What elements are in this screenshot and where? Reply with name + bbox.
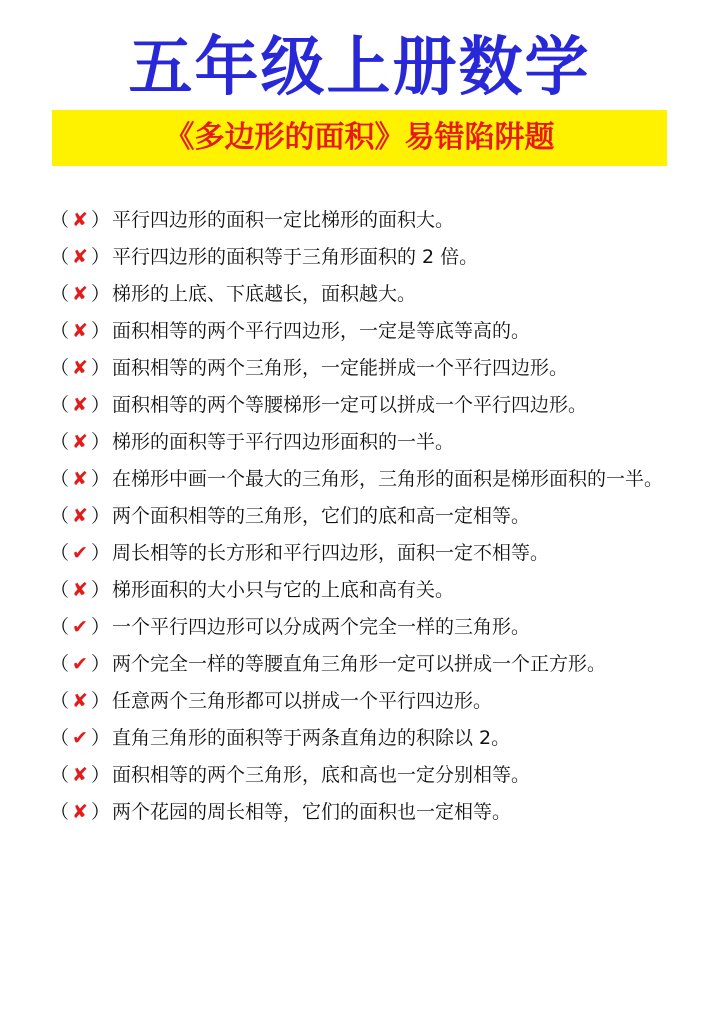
list-item xyxy=(50,757,675,794)
list-item xyxy=(50,646,675,683)
answer-mark xyxy=(50,535,112,572)
answer-mark xyxy=(50,313,112,350)
list-item xyxy=(50,276,675,313)
open-paren: （ xyxy=(50,505,70,527)
list-item xyxy=(50,535,675,572)
cross-icon: ✘ xyxy=(72,320,88,342)
open-paren: （ xyxy=(50,246,70,268)
close-paren: ） xyxy=(91,727,111,749)
answer-mark xyxy=(50,720,112,757)
open-paren: （ xyxy=(50,209,70,231)
answer-mark xyxy=(50,646,112,683)
open-paren: （ xyxy=(50,727,70,749)
statement-text: 一个平行四边形可以分成两个完全一样的三角形。 xyxy=(112,616,531,638)
close-paren: ） xyxy=(91,764,111,786)
list-item xyxy=(50,461,675,498)
cross-icon: ✘ xyxy=(72,283,88,305)
answer-mark xyxy=(50,609,112,646)
answer-mark xyxy=(50,683,112,720)
cross-icon: ✘ xyxy=(72,431,88,453)
list-item xyxy=(50,720,675,757)
cross-icon: ✘ xyxy=(72,468,88,490)
statement-text: 面积相等的两个三角形，底和高也一定分别相等。 xyxy=(112,764,531,786)
cross-icon: ✘ xyxy=(72,394,88,416)
statement-text: 任意两个三角形都可以拼成一个平行四边形。 xyxy=(112,690,493,712)
list-item xyxy=(50,387,675,424)
cross-icon: ✘ xyxy=(72,246,88,268)
answer-mark xyxy=(50,498,112,535)
open-paren: （ xyxy=(50,579,70,601)
statement-text: 两个花园的周长相等，它们的面积也一定相等。 xyxy=(112,801,512,823)
close-paren: ） xyxy=(91,801,111,823)
cross-icon: ✘ xyxy=(72,764,88,786)
close-paren: ） xyxy=(91,320,111,342)
statement-text: 平行四边形的面积一定比梯形的面积大。 xyxy=(112,209,455,231)
statement-text: 梯形的上底、下底越长，面积越大。 xyxy=(112,283,417,305)
question-list xyxy=(50,202,675,831)
statement-text: 两个完全一样的等腰直角三角形一定可以拼成一个正方形。 xyxy=(112,653,607,675)
answer-mark xyxy=(50,202,112,239)
check-icon: ✔ xyxy=(72,727,88,749)
close-paren: ） xyxy=(91,283,111,305)
open-paren: （ xyxy=(50,431,70,453)
answer-mark xyxy=(50,276,112,313)
list-item xyxy=(50,239,675,276)
statement-text: 面积相等的两个平行四边形，一定是等底等高的。 xyxy=(112,320,531,342)
list-item xyxy=(50,794,675,831)
statement-text: 在梯形中画一个最大的三角形，三角形的面积是梯形面积的一半。 xyxy=(112,468,664,490)
statement-text: 直角三角形的面积等于两条直角边的积除以 2。 xyxy=(112,727,511,749)
list-item xyxy=(50,609,675,646)
list-item xyxy=(50,350,675,387)
statement-text: 梯形面积的大小只与它的上底和高有关。 xyxy=(112,579,455,601)
close-paren: ） xyxy=(91,616,111,638)
close-paren: ） xyxy=(91,690,111,712)
open-paren: （ xyxy=(50,764,70,786)
answer-mark xyxy=(50,757,112,794)
open-paren: （ xyxy=(50,801,70,823)
cross-icon: ✘ xyxy=(72,209,88,231)
subtitle-text: 《多边形的面积》易错陷阱题 xyxy=(164,120,555,155)
statement-text: 平行四边形的面积等于三角形面积的 2 倍。 xyxy=(112,246,479,268)
close-paren: ） xyxy=(91,579,111,601)
close-paren: ） xyxy=(91,505,111,527)
statement-text: 面积相等的两个等腰梯形一定可以拼成一个平行四边形。 xyxy=(112,394,588,416)
list-item xyxy=(50,202,675,239)
check-icon: ✔ xyxy=(72,616,88,638)
answer-mark xyxy=(50,461,112,498)
open-paren: （ xyxy=(50,320,70,342)
statement-text: 面积相等的两个三角形，一定能拼成一个平行四边形。 xyxy=(112,357,569,379)
list-item xyxy=(50,313,675,350)
list-item xyxy=(50,683,675,720)
list-item xyxy=(50,424,675,461)
open-paren: （ xyxy=(50,690,70,712)
open-paren: （ xyxy=(50,616,70,638)
list-item xyxy=(50,572,675,609)
answer-mark xyxy=(50,794,112,831)
cross-icon: ✘ xyxy=(72,690,88,712)
close-paren: ） xyxy=(91,468,111,490)
close-paren: ） xyxy=(91,357,111,379)
close-paren: ） xyxy=(91,209,111,231)
open-paren: （ xyxy=(50,357,70,379)
cross-icon: ✘ xyxy=(72,505,88,527)
open-paren: （ xyxy=(50,653,70,675)
cross-icon: ✘ xyxy=(72,357,88,379)
answer-mark xyxy=(50,572,112,609)
answer-mark xyxy=(50,424,112,461)
list-item xyxy=(50,498,675,535)
statement-text: 周长相等的长方形和平行四边形，面积一定不相等。 xyxy=(112,542,550,564)
subtitle-banner xyxy=(52,110,667,166)
check-icon: ✔ xyxy=(72,653,88,675)
statement-text: 两个面积相等的三角形，它们的底和高一定相等。 xyxy=(112,505,531,527)
open-paren: （ xyxy=(50,542,70,564)
close-paren: ） xyxy=(91,246,111,268)
close-paren: ） xyxy=(91,431,111,453)
answer-mark xyxy=(50,239,112,276)
answer-mark xyxy=(50,387,112,424)
open-paren: （ xyxy=(50,394,70,416)
open-paren: （ xyxy=(50,468,70,490)
page-title: 五年级上册数学 xyxy=(128,30,591,105)
close-paren: ） xyxy=(91,653,111,675)
cross-icon: ✘ xyxy=(72,579,88,601)
close-paren: ） xyxy=(91,394,111,416)
check-icon: ✔ xyxy=(72,542,88,564)
cross-icon: ✘ xyxy=(72,801,88,823)
open-paren: （ xyxy=(50,283,70,305)
statement-text: 梯形的面积等于平行四边形面积的一半。 xyxy=(112,431,455,453)
answer-mark xyxy=(50,350,112,387)
close-paren: ） xyxy=(91,542,111,564)
